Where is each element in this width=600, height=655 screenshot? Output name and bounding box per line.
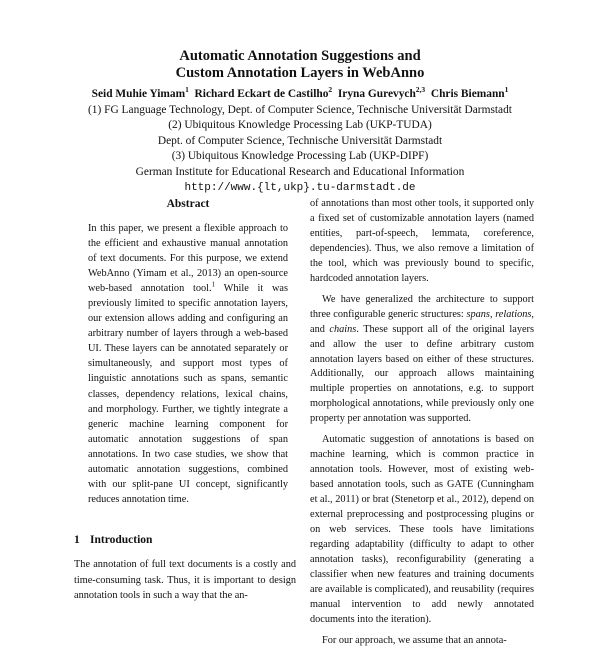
title-line-2: Custom Annotation Layers in WebAnno — [175, 65, 425, 81]
abstract-text-b: While it was previously limited to specific annotation layers, our extension allows adding and configuring an arbitrary number of layers through a web-based UI. These layers can be annotated separately or simultaneously, and support most types of linguistic annotations such as spans, semantic classes, dependency relations, lexical chains, and morphology. Further, we tightly integrate a generic machine learning component for automatic annotation suggestions of span annotations. In two case studies, we show that automatic annotation suggestions, combined with our split-pane UI concept, significantly reduces annotation time. — [88, 283, 288, 505]
author-4-affil: 1 — [504, 85, 509, 95]
author-2: Richard Eckart de Castilho — [194, 88, 329, 100]
p2-text-a: We have generalized the architecture to support three configurable generic structures: — [310, 293, 534, 320]
affiliation-2: (2) Ubiquitous Knowledge Processing Lab (UKP-TUDA) — [168, 119, 432, 132]
right-paragraph-1: of annotations than most other tools, it supported only a fixed set of customizable annotation layers (named entities, part-of-speech, lemmata, coreference, dependencies). Thus, we also remove a limitation of the tool, which was previously bound to specific, hardcoded annotation layers. — [310, 198, 534, 284]
section-number: 1 — [74, 534, 80, 546]
right-column — [310, 197, 534, 655]
author-1: Seid Muhie Yimam — [91, 88, 186, 100]
title-line-1: Automatic Annotation Suggestions and — [179, 48, 421, 64]
section-heading-introduction — [74, 534, 152, 546]
p2-and: , and — [310, 308, 534, 335]
introduction-paragraph: The annotation of full text documents is a costly and time-consuming task. Thus, it is important to design annotation tools in such a way that the an- — [74, 559, 296, 601]
abstract-text-a: In this paper, we present a flexible approach to the efficient and exhaustive manual annotation of text documents. For this purpose, we extend WebAnno (Yimam et al., 2013) an open-source web-based annotation tool. — [88, 223, 288, 295]
affiliation-1: (1) FG Language Technology, Dept. of Computer Science, Technische Universität Darmstadt — [88, 103, 512, 116]
author-names — [0, 87, 600, 103]
right-paragraph-2 — [310, 293, 534, 428]
author-4: Chris Biemann — [430, 88, 505, 100]
p2-chains: chains — [329, 323, 357, 335]
author-3-affil: 2,3 — [415, 85, 426, 95]
p2-comma: , — [489, 308, 496, 320]
abstract-body — [88, 221, 288, 507]
affiliation-3-inst: German Institute for Educational Research and Educational Information — [135, 165, 465, 178]
abstract-heading: Abstract — [166, 198, 210, 210]
p2-text-b: . These support all of the original layers and allow the user to define arbitrary custom annotation layers based on either of these structures. Additionally, our approach allows maintaining multiple properties on annotations, e.g. to support morphological annotations, while previously only one property per annotation was supported. — [310, 323, 534, 425]
right-paragraph-4: For our approach, we assume that an annota- — [322, 634, 507, 646]
affiliation-3: (3) Ubiquitous Knowledge Processing Lab (UKP-DIPF) — [171, 150, 429, 163]
p2-spans: spans — [466, 308, 490, 320]
author-1-affil: 1 — [185, 85, 189, 95]
author-url: http://www.{lt,ukp}.tu-darmstadt.de — [184, 181, 416, 194]
footnote-mark: 1 — [211, 280, 216, 289]
affiliation-2-dept: Dept. of Computer Science, Technische Universität Darmstadt — [157, 134, 443, 147]
right-paragraph-3: Automatic suggestion of annotations is based on machine learning, which is common practice in annotation tools. However, most of existing web-based annotation tools, such as GATE (Cunningham et al., 2011) or brat (Stenetorp et al., 2012), depend on external preprocessing and postprocessing plugins or on web services. These tools have limitations regarding adaptability (difficulty to adapt to other annotation tasks), reconfigurability (generating a classifier when new features and training documents are available is complicated), and reusability (requires manual intervention to add newly annotated documents into the iteration). — [310, 434, 534, 625]
author-3: Iryna Gurevych — [337, 88, 416, 100]
section-title: Introduction — [90, 534, 153, 546]
author-2-affil: 2 — [328, 85, 333, 95]
p2-relations: relations — [495, 308, 532, 320]
paper-title — [0, 48, 600, 82]
author-block — [0, 87, 600, 196]
